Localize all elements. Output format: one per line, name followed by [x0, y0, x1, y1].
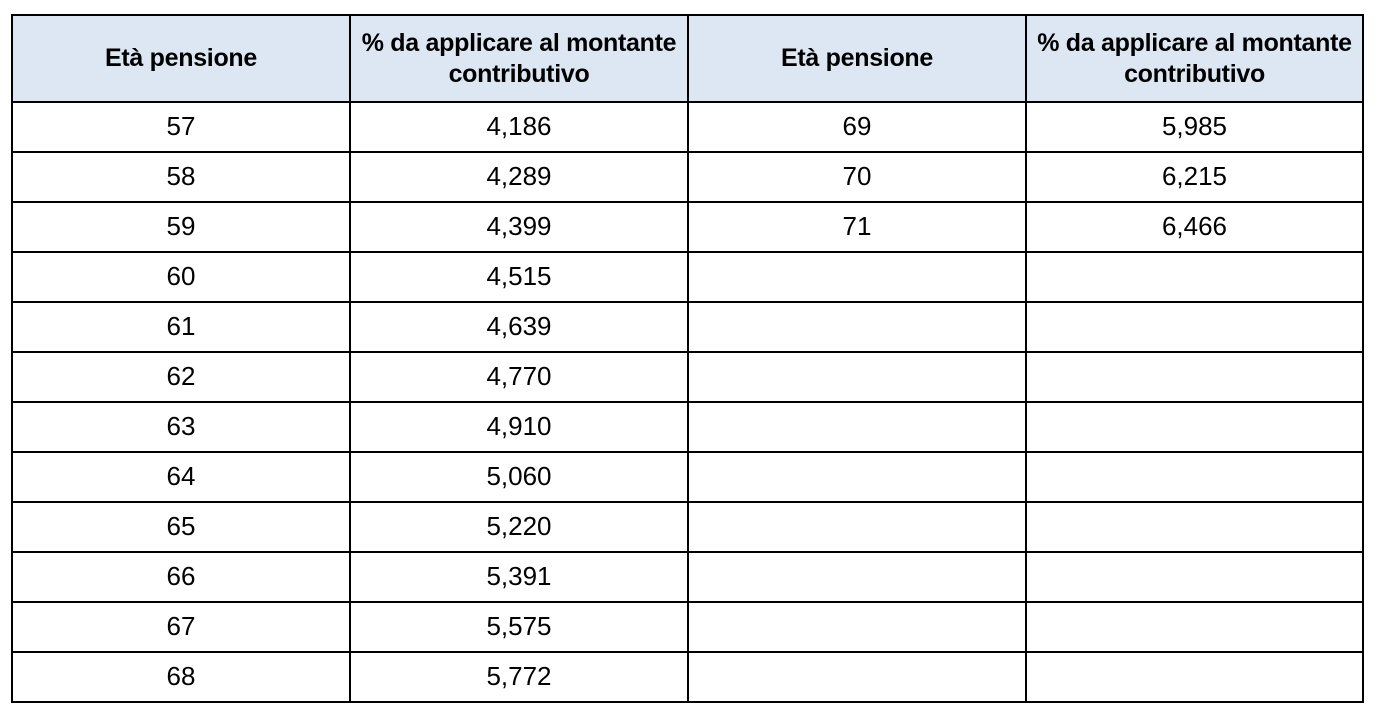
header-row: [12, 15, 1363, 102]
percent-cell-left: 4,910: [350, 402, 688, 452]
age-cell-right: [688, 552, 1026, 602]
table-body: [12, 102, 1363, 702]
percent-cell-left: 4,289: [350, 152, 688, 202]
age-cell-left: 63: [12, 402, 350, 452]
age-cell-right: [688, 302, 1026, 352]
age-cell-right: [688, 452, 1026, 502]
table-row: [12, 602, 1363, 652]
percent-cell-right: [1026, 452, 1363, 502]
age-cell-left: 61: [12, 302, 350, 352]
percent-cell-right: [1026, 252, 1363, 302]
age-cell-right: [688, 402, 1026, 452]
header-eta-pensione-left: Età pensione: [12, 15, 350, 102]
table-row: [12, 502, 1363, 552]
header-percentuale-right: % da applicare al montante contributivo: [1026, 15, 1363, 102]
age-cell-right: [688, 602, 1026, 652]
table-row: [12, 352, 1363, 402]
percent-cell-right: [1026, 352, 1363, 402]
header-percentuale-left: % da applicare al montante contributivo: [350, 15, 688, 102]
percent-cell-right: 5,985: [1026, 102, 1363, 152]
table-row: [12, 302, 1363, 352]
age-cell-right: [688, 352, 1026, 402]
percent-cell-left: 4,399: [350, 202, 688, 252]
percent-cell-left: 5,060: [350, 452, 688, 502]
table-row: [12, 402, 1363, 452]
age-cell-left: 58: [12, 152, 350, 202]
percent-cell-right: [1026, 652, 1363, 702]
percent-cell-right: 6,215: [1026, 152, 1363, 202]
age-cell-left: 67: [12, 602, 350, 652]
percent-cell-right: 6,466: [1026, 202, 1363, 252]
header-eta-pensione-right: Età pensione: [688, 15, 1026, 102]
age-cell-left: 62: [12, 352, 350, 402]
age-cell-left: 68: [12, 652, 350, 702]
age-cell-right: 69: [688, 102, 1026, 152]
age-cell-right: [688, 652, 1026, 702]
table-row: [12, 252, 1363, 302]
percent-cell-left: 5,220: [350, 502, 688, 552]
percent-cell-left: 5,772: [350, 652, 688, 702]
percent-cell-left: 5,391: [350, 552, 688, 602]
table-row: [12, 202, 1363, 252]
table-header: [12, 15, 1363, 102]
table-row: [12, 552, 1363, 602]
age-cell-right: 70: [688, 152, 1026, 202]
percent-cell-right: [1026, 502, 1363, 552]
percent-cell-right: [1026, 602, 1363, 652]
percent-cell-left: 4,186: [350, 102, 688, 152]
age-cell-left: 57: [12, 102, 350, 152]
age-cell-left: 60: [12, 252, 350, 302]
table-row: [12, 652, 1363, 702]
age-cell-left: 59: [12, 202, 350, 252]
age-cell-left: 64: [12, 452, 350, 502]
transformation-coefficients-table: [11, 14, 1364, 703]
percent-cell-left: 5,575: [350, 602, 688, 652]
table-row: [12, 102, 1363, 152]
age-cell-right: 71: [688, 202, 1026, 252]
percent-cell-left: 4,639: [350, 302, 688, 352]
age-cell-left: 65: [12, 502, 350, 552]
percent-cell-left: 4,770: [350, 352, 688, 402]
percent-cell-left: 4,515: [350, 252, 688, 302]
percent-cell-right: [1026, 302, 1363, 352]
percent-cell-right: [1026, 552, 1363, 602]
table-row: [12, 452, 1363, 502]
age-cell-right: [688, 252, 1026, 302]
age-cell-right: [688, 502, 1026, 552]
age-cell-left: 66: [12, 552, 350, 602]
percent-cell-right: [1026, 402, 1363, 452]
table-row: [12, 152, 1363, 202]
